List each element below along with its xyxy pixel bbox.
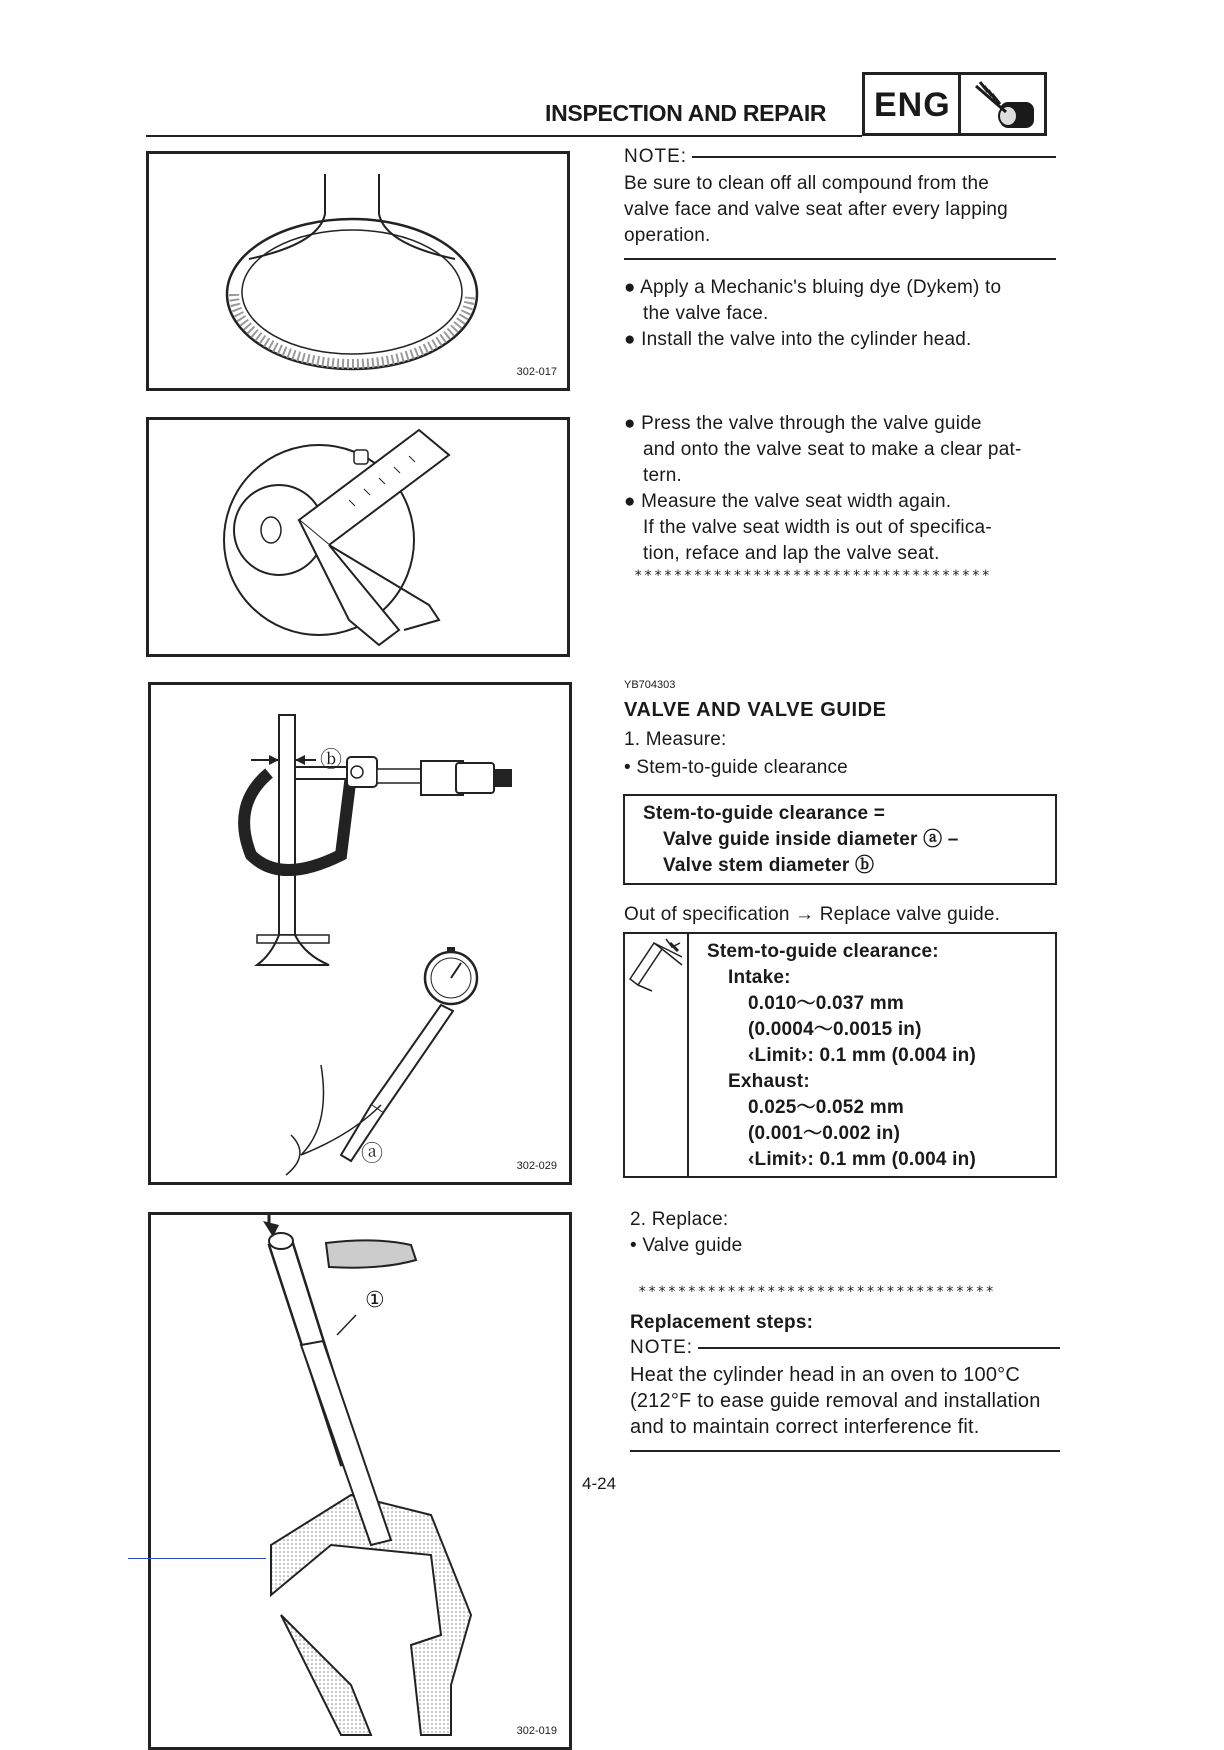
bullet-apply-dye-cont: the valve face. xyxy=(643,303,769,324)
bullet-measure-seat: ● Measure the valve seat width again. xyxy=(624,491,952,512)
spec-intake-label: Intake: xyxy=(728,967,791,988)
note-label: NOTE: xyxy=(630,1337,694,1358)
section-code: YB704303 xyxy=(624,679,676,691)
bullet-measure-seat-cont: tion, reface and lap the valve seat. xyxy=(643,543,940,564)
note-line: and to maintain correct interference fit. xyxy=(630,1416,980,1438)
step-measure-item: • Stem-to-guide clearance xyxy=(624,757,848,778)
eng-badge-divider xyxy=(958,72,961,136)
note-rule-bottom xyxy=(624,258,1056,260)
formula-line: Stem-to-guide clearance = xyxy=(643,803,886,824)
note-rule-top xyxy=(692,156,1056,158)
spec-exhaust-label: Exhaust: xyxy=(728,1071,810,1092)
page-number: 4-24 xyxy=(582,1474,617,1493)
note-line: valve face and valve seat after every lapping xyxy=(624,199,1008,220)
engine-icon xyxy=(966,76,1042,132)
note-line: Heat the cylinder head in an oven to 100°C xyxy=(630,1364,1020,1386)
label-1-marker: ① xyxy=(365,1287,385,1312)
spec-intake-in: (0.0004～0.0015 in) xyxy=(748,1019,922,1040)
figure-number: 302-029 xyxy=(516,1160,557,1172)
header-rule xyxy=(146,135,862,137)
section-title: VALVE AND VALVE GUIDE xyxy=(624,699,887,721)
bullet-press-valve: ● Press the valve through the valve guide xyxy=(624,413,982,434)
bullet-install-valve: ● Install the valve into the cylinder head. xyxy=(624,329,972,350)
formula-line: Valve guide inside diameter ⓐ – xyxy=(663,829,959,850)
spec-exhaust-mm: 0.025～0.052 mm xyxy=(748,1097,904,1118)
step-replace-item: • Valve guide xyxy=(630,1235,743,1256)
eng-badge-label: ENG xyxy=(874,86,951,124)
asterisk-divider: ************************************ xyxy=(638,1284,996,1300)
note-rule-top xyxy=(698,1347,1060,1349)
label-a-marker: ⓐ xyxy=(361,1141,384,1166)
note-label: NOTE: xyxy=(624,146,688,167)
bullet-measure-seat-cont: If the valve seat width is out of specifica- xyxy=(643,517,992,538)
figure-number: 302-017 xyxy=(516,366,557,378)
step-replace: 2. Replace: xyxy=(630,1209,729,1230)
spec-exhaust-limit: ‹Limit›: 0.1 mm (0.004 in) xyxy=(748,1149,976,1170)
formula-line: Valve stem diameter ⓑ xyxy=(663,855,875,876)
spec-title: Stem-to-guide clearance: xyxy=(707,941,939,962)
spec-exhaust-in: (0.001～0.002 in) xyxy=(748,1123,901,1144)
asterisk-divider: ************************************ xyxy=(634,568,992,584)
figure-guide-removal xyxy=(148,1212,572,1750)
caliper-spec-icon xyxy=(626,935,686,999)
note-line: (212°F to ease guide removal and installation xyxy=(630,1390,1041,1412)
note-line: operation. xyxy=(624,225,711,246)
spec-intake-limit: ‹Limit›: 0.1 mm (0.004 in) xyxy=(748,1045,976,1066)
figure-caliper xyxy=(146,417,570,657)
out-of-spec-text: Out of specification → Replace valve guide. xyxy=(624,904,1001,925)
bullet-press-valve-cont: tern. xyxy=(643,465,683,486)
spec-box-divider xyxy=(687,932,689,1178)
spec-intake-mm: 0.010～0.037 mm xyxy=(748,993,904,1014)
page-header-title: INSPECTION AND REPAIR xyxy=(545,100,827,126)
figure-micrometer-bore-gauge xyxy=(148,682,572,1185)
note-rule-bottom xyxy=(630,1450,1060,1452)
note-line: Be sure to clean off all compound from the xyxy=(624,173,990,194)
bullet-apply-dye: ● Apply a Mechanic's bluing dye (Dykem) to xyxy=(624,277,1002,298)
figure-valve-face xyxy=(146,151,570,391)
figure-number: 302-019 xyxy=(516,1725,557,1737)
replacement-steps-title: Replacement steps: xyxy=(630,1312,814,1333)
label-b-marker: ⓑ xyxy=(320,747,343,772)
step-measure: 1. Measure: xyxy=(624,729,727,750)
footer-rule xyxy=(128,1558,266,1559)
bullet-press-valve-cont: and onto the valve seat to make a clear pat- xyxy=(643,439,1022,460)
